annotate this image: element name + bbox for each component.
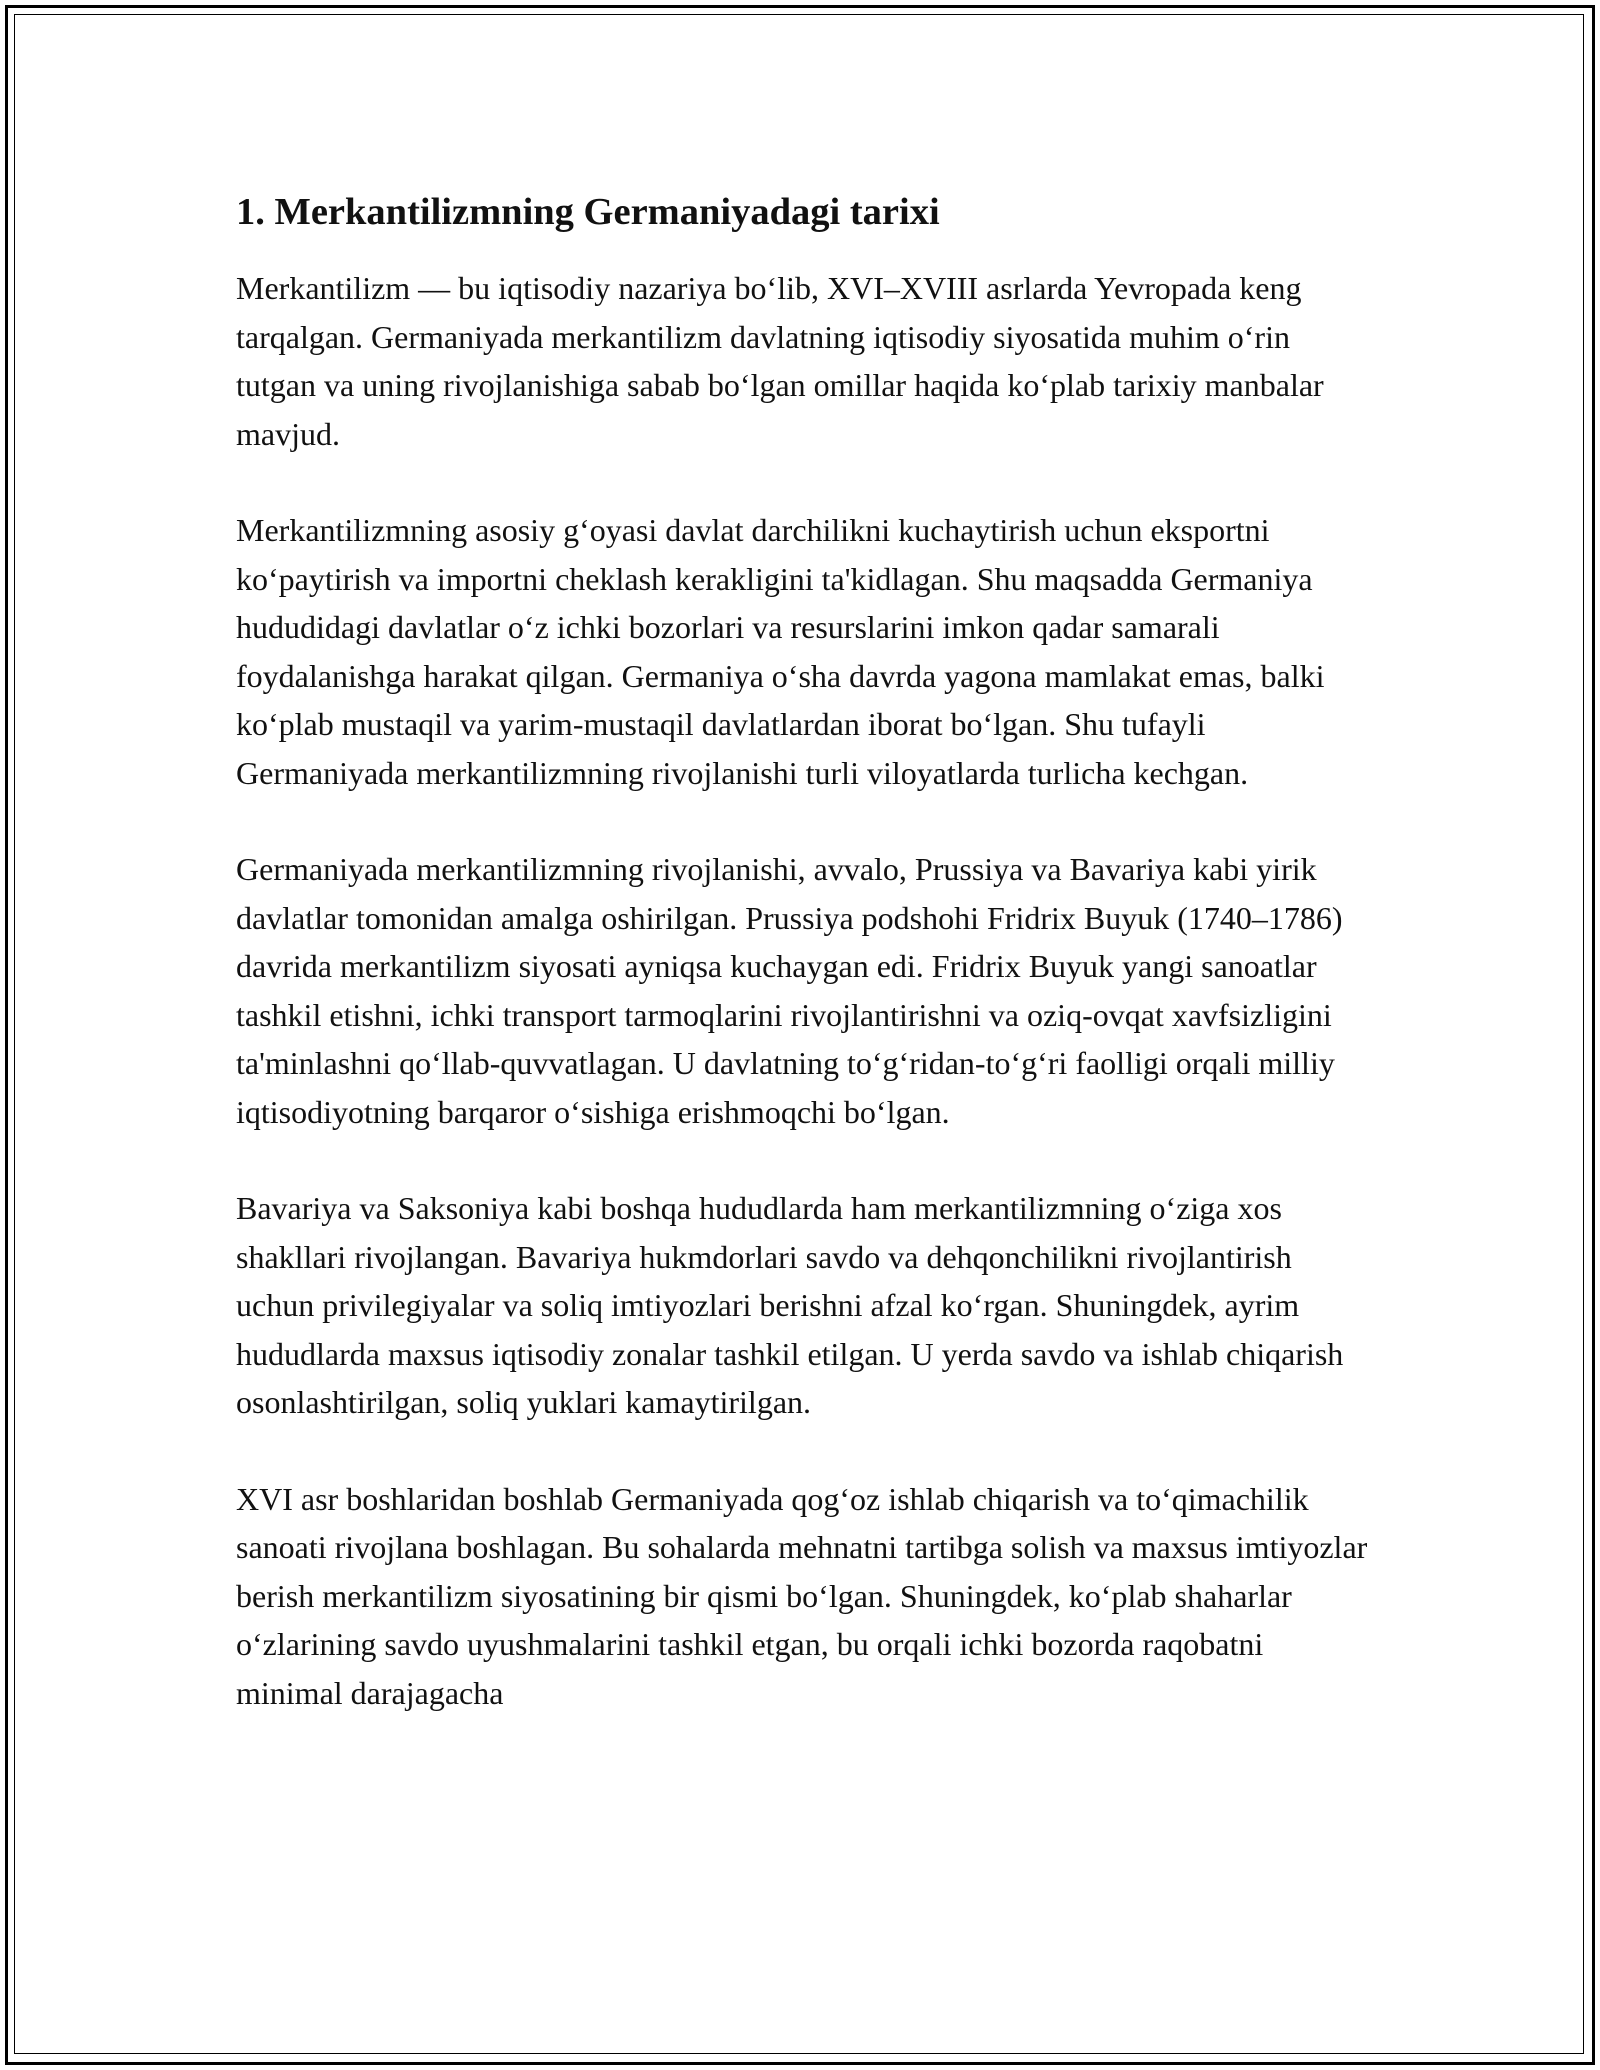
paragraph-2: Merkantilizmning asosiy gʻoyasi davlat darchilikni kuchaytirish uchun eksportni koʻpaytirish va importni cheklash kerakligini ta'kidlagan. Shu maqsadda Germaniya hududidagi davlatlar oʻz ichki bozorlari va resurslarini imkon qadar samarali foydalanishga harakat qilgan. Germaniya oʻsha davrda yagona mamlakat emas, balki koʻplab mustaqil va yarim-mustaqil davlatlardan iborat boʻlgan. Shu tufayli Germaniyada merkantilizmning rivojlanishi turli viloyatlarda turlicha kechgan. bbox=[236, 512, 1325, 791]
section-heading: 1. Merkantilizmning Germaniyadagi tarixi bbox=[236, 191, 940, 233]
paragraph-4: Bavariya va Saksoniya kabi boshqa hududlarda ham merkantilizmning oʻziga xos shakllari rivojlangan. Bavariya hukmdorlari savdo va dehqonchilikni rivojlantirish uchun privilegiyalar va soliq imtiyozlari berishni afzal koʻrgan. Shuningdek, ayrim hududlarda maxsus iqtisodiy zonalar tashkil etilgan. U yerda savdo va ishlab chiqarish osonlashtirilgan, soliq yuklari kamaytirilgan. bbox=[236, 1190, 1344, 1420]
document-body bbox=[236, 186, 1376, 1765]
paragraph-3: Germaniyada merkantilizmning rivojlanishi, avvalo, Prussiya va Bavariya kabi yirik davlatlar tomonidan amalga oshirilgan. Prussiya podshohi Fridrix Buyuk (1740–1786) davrida merkantilizm siyosati ayniqsa kuchaygan edi. Fridrix Buyuk yangi sanoatlar tashkil etishni, ichki transport tarmoqlarini rivojlantirishni va oziq-ovqat xavfsizligini ta'minlashni qoʻllab-quvvatlagan. U davlatning toʻgʻridan-toʻgʻri faolligi orqali milliy iqtisodiyotning barqaror oʻsishiga erishmoqchi boʻlgan. bbox=[236, 851, 1343, 1130]
paragraph-1: Merkantilizm — bu iqtisodiy nazariya boʻlib, XVI–XVIII asrlarda Yevropada keng tarqalgan. Germaniyada merkantilizm davlatning iqtisodiy siyosatida muhim oʻrin tutgan va uning rivojlanishiga sabab boʻlgan omillar haqida koʻplab tarixiy manbalar mavjud. bbox=[236, 270, 1324, 452]
paragraph-5: XVI asr boshlaridan boshlab Germaniyada qogʻoz ishlab chiqarish va toʻqimachilik sanoati rivojlana boshlagan. Bu sohalarda mehnatni tartibga solish va maxsus imtiyozlar berish merkantilizm siyosatining bir qismi boʻlgan. Shuningdek, koʻplab shaharlar oʻzlarining savdo uyushmalarini tashkil etgan, bu orqali ichki bozorda raqobatni minimal darajagacha bbox=[236, 1480, 1368, 1711]
